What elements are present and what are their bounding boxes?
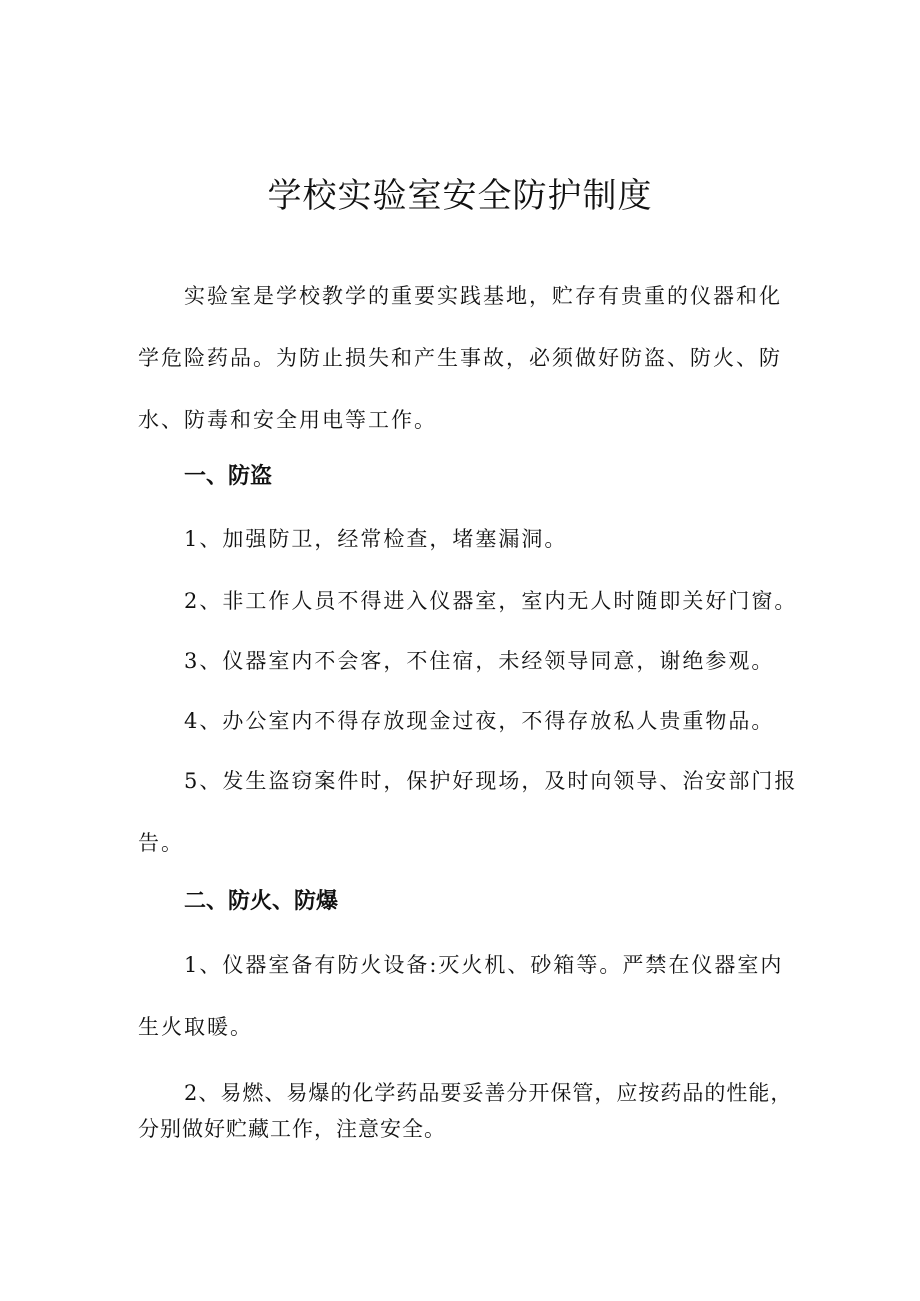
section-item: 1、仪器室备有防火设备:灭火机、砂箱等。严禁在仪器室内生火取暖。 <box>138 953 784 1039</box>
section-item: 1、加强防卫，经常检查，堵塞漏洞。 <box>184 527 568 551</box>
section-item: 2、非工作人员不得进入仪器室，室内无人时随即关好门窗。 <box>184 589 798 613</box>
intro-paragraph: 实验室是学校教学的重要实践基地，贮存有贵重的仪器和化学危险药品。为防止损失和产生事故，必须做好防盗、防火、防水、防毒和安全用电等工作。 <box>138 284 782 432</box>
section-item: 2、易燃、易爆的化学药品要妥善分开保管，应按药品的性能，分别做好贮藏工作，注意安全。 <box>138 1081 793 1141</box>
section-heading-theft: 一、防盗 <box>184 464 273 489</box>
document-title: 学校实验室安全防护制度 <box>267 176 653 216</box>
section-item: 4、办公室内不得存放现金过夜，不得存放私人贵重物品。 <box>184 709 775 733</box>
section-item: 5、发生盗窃案件时，保护好现场，及时向领导、治安部门报告。 <box>138 769 798 855</box>
section-item: 3、仪器室内不会客，不住宿，未经领导同意，谢绝参观。 <box>184 649 775 673</box>
section-heading-fire: 二、防火、防爆 <box>184 889 339 914</box>
